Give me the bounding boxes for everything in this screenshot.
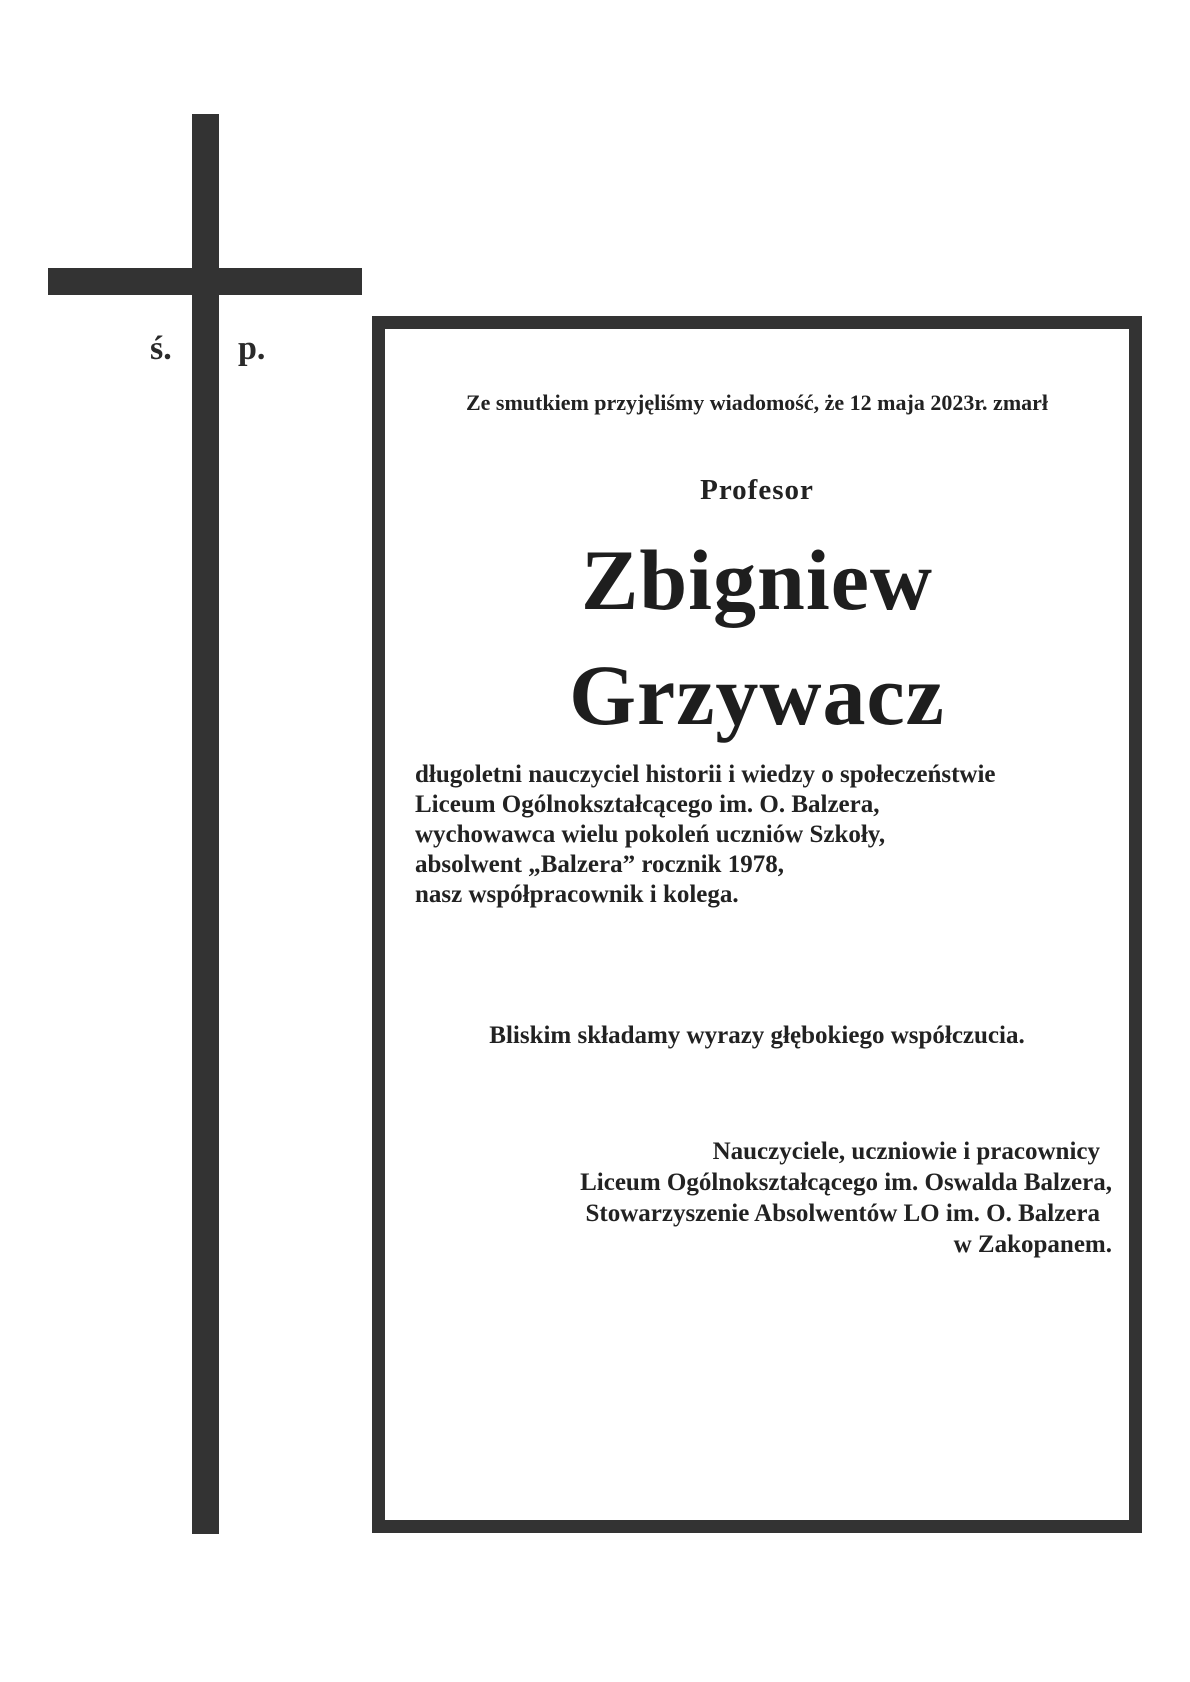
signature-line: Nauczyciele, uczniowie i pracownicy	[712, 1138, 1100, 1165]
description-line: Liceum Ogólnokształcącego im. O. Balzera,	[415, 791, 880, 818]
description-line: nasz współpracownik i kolega.	[415, 881, 739, 908]
signature-line: Liceum Ogólnokształcącego im. Oswalda Balzera,	[580, 1169, 1112, 1196]
description-line: absolwent „Balzera” rocznik 1978,	[415, 851, 784, 878]
last-name: Grzywacz	[569, 647, 945, 743]
intro-line: Ze smutkiem przyjęliśmy wiadomość, że 12 maja 2023r. zmarł	[465, 390, 1049, 415]
description-block	[415, 760, 996, 910]
first-name: Zbigniew	[580, 532, 934, 628]
sp-right-letter: p.	[238, 330, 266, 367]
description-line: długoletni nauczyciel historii i wiedzy o społeczeństwie	[415, 761, 996, 788]
signature-block	[580, 1136, 1112, 1260]
cross-vertical-beam	[192, 114, 219, 1534]
signature-line: w Zakopanem.	[953, 1231, 1112, 1258]
description-line: wychowawca wielu pokoleń uczniów Szkoły,	[415, 821, 886, 848]
condolences-line: Bliskim składamy wyrazy głębokiego współczucia.	[489, 1022, 1025, 1049]
cross-horizontal-beam	[48, 268, 362, 295]
signature-line: Stowarzyszenie Absolwentów LO im. O. Balzera	[585, 1200, 1100, 1227]
title-line: Profesor	[700, 474, 814, 506]
sp-left-letter: ś.	[150, 330, 172, 367]
